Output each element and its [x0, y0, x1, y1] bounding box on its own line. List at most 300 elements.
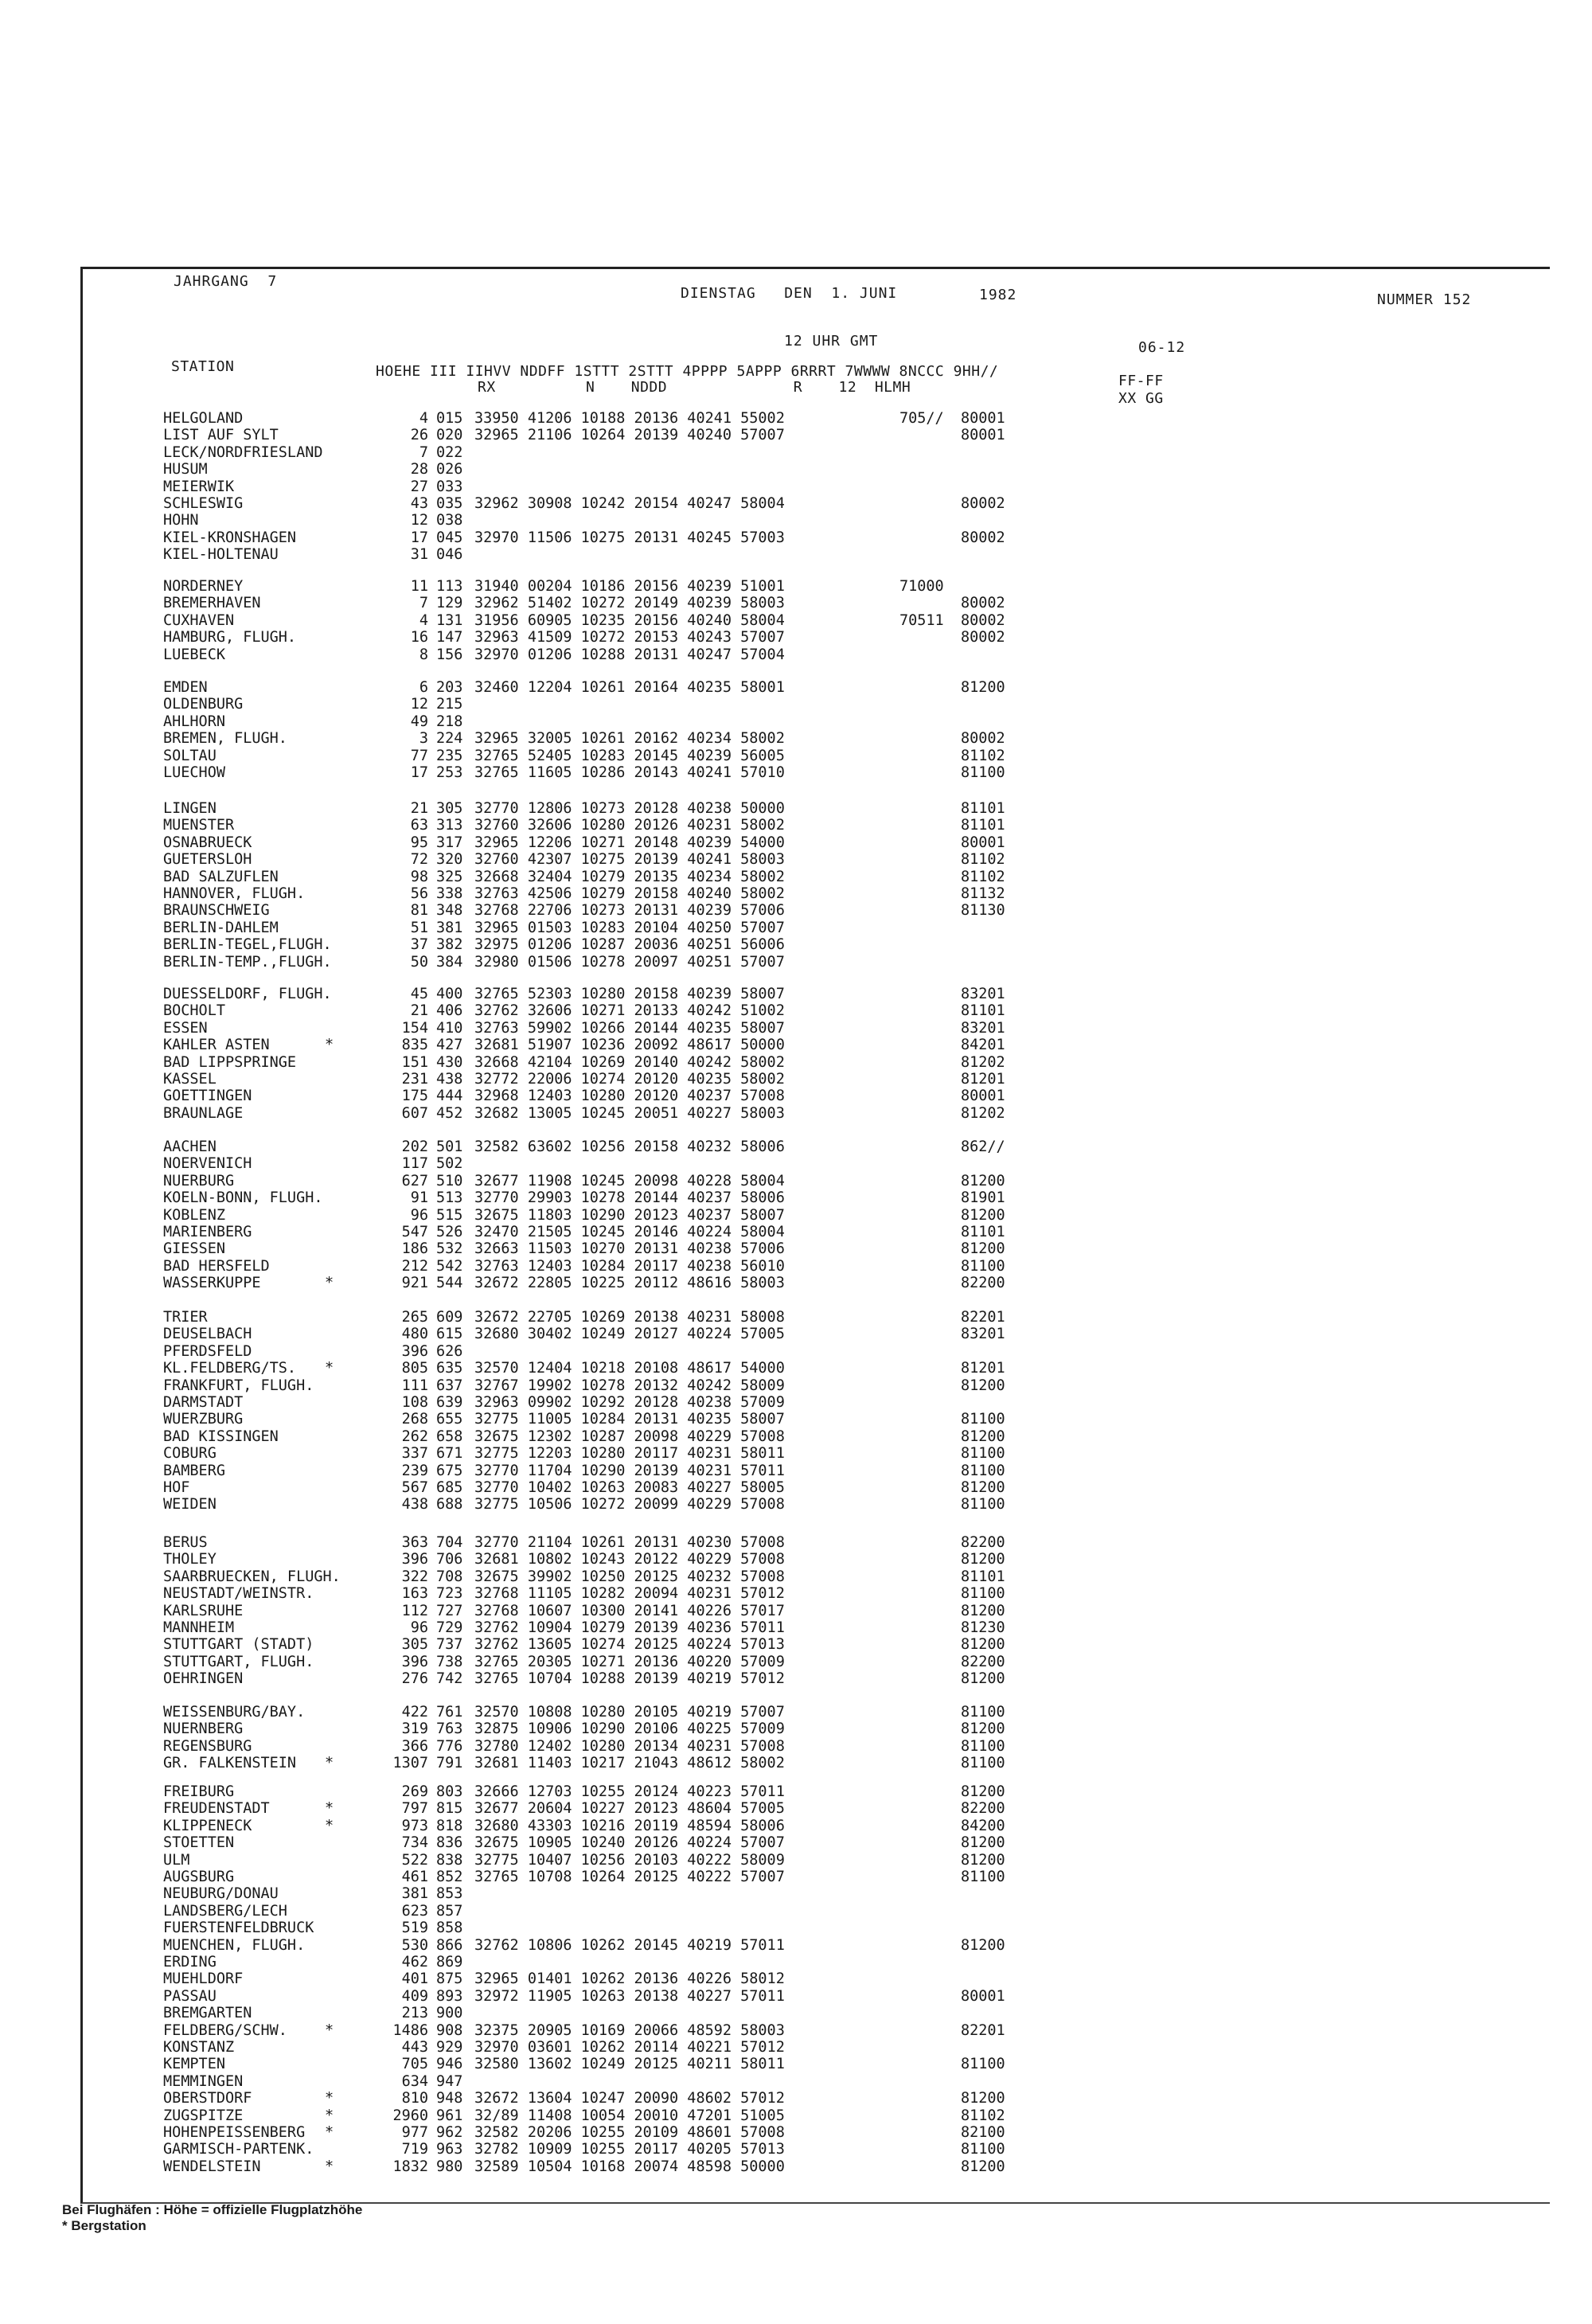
synop-groups: 32589 10504 10168 20074 48598 50000: [474, 2158, 785, 2175]
station-index: 962: [436, 2124, 463, 2141]
synop-groups: 32762 32606 10271 20133 40242 51002: [474, 1002, 785, 1020]
station-index: 022: [436, 443, 463, 461]
synop-groups: 32760 42307 10275 20139 40241 58003: [474, 851, 785, 869]
station-index: 045: [436, 529, 463, 546]
station-name: TRIER: [163, 1309, 208, 1326]
station-index: 704: [436, 1534, 463, 1551]
station-height: 212: [401, 1257, 428, 1275]
station-name: HELGOLAND: [163, 410, 244, 427]
station-index: 038: [436, 512, 463, 529]
cloud-group: 82200: [961, 1534, 1005, 1551]
station-index: 400: [436, 986, 463, 1002]
footnote-airports: Bei Flughäfen : Höhe = offizielle Flugplatzhöhe: [62, 2202, 363, 2217]
synop-groups: 32775 10407 10256 20103 40222 58009: [474, 1851, 785, 1869]
station-name: AUGSBURG: [163, 1869, 235, 1885]
station-index: 253: [436, 764, 463, 781]
station-name: BERLIN-DAHLEM: [163, 919, 279, 936]
station-name: THOLEY: [163, 1551, 217, 1568]
station-height: 381: [401, 1885, 428, 1903]
synop-groups: 32762 10904 10279 20139 40236 57011: [474, 1619, 785, 1636]
station-index: 384: [436, 953, 463, 971]
synop-groups: 32666 12703 10255 20124 40223 57011: [474, 1783, 785, 1800]
station-name: OLDENBURG: [163, 696, 244, 713]
station-index: 510: [436, 1172, 463, 1189]
station-name: GR. FALKENSTEIN: [163, 1755, 297, 1772]
cloud-group: 81102: [961, 868, 1005, 885]
station-index: 626: [436, 1342, 463, 1360]
station-height: 462: [401, 1954, 428, 1971]
station-name: WASSERKUPPE: [163, 1275, 261, 1292]
synop-groups: 32770 10402 10263 20083 40227 58005: [474, 1479, 785, 1496]
synop-groups: 32770 21104 10261 20131 40230 57008: [474, 1534, 785, 1551]
station-index: 156: [436, 646, 463, 663]
cloud-group: 83201: [961, 1019, 1005, 1037]
station-height: 45: [410, 986, 428, 1002]
station-name: ZUGSPITZE: [163, 2107, 244, 2124]
station-name: KIEL-KRONSHAGEN: [163, 529, 297, 546]
station-height: 734: [401, 1834, 428, 1852]
mountain-station-marker: *: [325, 2090, 334, 2107]
cloud-group: 84201: [961, 1037, 1005, 1054]
station-height: 401: [401, 1971, 428, 1988]
station-index: 815: [436, 1800, 463, 1818]
synop-groups: 32680 43303 10216 20119 48594 58006: [474, 1817, 785, 1834]
synop-groups: 32762 13605 10274 20125 40224 57013: [474, 1636, 785, 1654]
synop-groups: 32770 29903 10278 20144 40237 58006: [474, 1189, 785, 1207]
synop-groups: 32972 11905 10263 20138 40227 57011: [474, 1987, 785, 2005]
station-height: 530: [401, 1936, 428, 1954]
station-height: 262: [401, 1428, 428, 1445]
mountain-station-marker: *: [325, 2158, 334, 2175]
station-index: 858: [436, 1920, 463, 1937]
mountain-station-marker: *: [325, 1800, 334, 1818]
station-index: 852: [436, 1869, 463, 1885]
station-index: 963: [436, 2141, 463, 2158]
mountain-station-marker: *: [325, 1755, 334, 1772]
station-height: 396: [401, 1653, 428, 1670]
station-height: 396: [401, 1551, 428, 1568]
synop-groups: 32970 03601 10262 20114 40221 57012: [474, 2039, 785, 2056]
station-name: MARIENBERG: [163, 1224, 252, 1240]
cloud-group: 81200: [961, 2158, 1005, 2175]
station-name: NEUBURG/DONAU: [163, 1885, 279, 1903]
station-height: 810: [401, 2090, 428, 2107]
station-height: 634: [401, 2072, 428, 2090]
station-name: CUXHAVEN: [163, 611, 235, 629]
synop-groups: 32975 01206 10287 20036 40251 56006: [474, 936, 785, 954]
jahrgang: JAHRGANG 7: [174, 273, 278, 290]
station-index: 637: [436, 1377, 463, 1394]
station-name: COBURG: [163, 1445, 217, 1463]
synop-groups: 33950 41206 10188 20136 40241 55002: [474, 410, 785, 427]
synop-groups: 32/89 11408 10054 20010 47201 51005: [474, 2107, 785, 2124]
synop-groups: 32460 12204 10261 20164 40235 58001: [474, 679, 785, 696]
station-name: BRAUNSCHWEIG: [163, 902, 270, 920]
station-height: 363: [401, 1534, 428, 1551]
station-name: KLIPPENECK: [163, 1817, 252, 1834]
station-height: 21: [410, 800, 428, 817]
station-height: 1307: [392, 1755, 428, 1772]
station-name: MEMMINGEN: [163, 2072, 244, 2090]
cloud-group: 81100: [961, 1462, 1005, 1479]
column-headers-1: HOEHE III IIHVV NDDFF 1STTT 2STTT 4PPPP 5APPP 6RRRT 7WWWW 8NCCC 9HH//: [376, 363, 999, 380]
station-height: 17: [410, 764, 428, 781]
synop-groups: 32763 42506 10279 20158 40240 58002: [474, 885, 785, 902]
synop-groups: 32767 19902 10278 20132 40242 58009: [474, 1377, 785, 1394]
station-height: 43: [410, 495, 428, 512]
cloud-group: 81200: [961, 1240, 1005, 1258]
station-height: 17: [410, 529, 428, 546]
cloud-group: 84200: [961, 1817, 1005, 1834]
synop-groups: 32970 11506 10275 20131 40245 57003: [474, 529, 785, 546]
station-index: 655: [436, 1411, 463, 1428]
station-index: 893: [436, 1987, 463, 2005]
station-height: 8: [419, 646, 428, 663]
mountain-station-marker: *: [325, 1275, 334, 1292]
station-height: 265: [401, 1309, 428, 1326]
cloud-group: 81200: [961, 1936, 1005, 1954]
station-index: 609: [436, 1309, 463, 1326]
synop-groups: 32965 32005 10261 20162 40234 58002: [474, 730, 785, 748]
cloud-group: 81200: [961, 1172, 1005, 1189]
station-index: 763: [436, 1721, 463, 1738]
station-name: FUERSTENFELDBRUCK: [163, 1920, 314, 1937]
station-height: 623: [401, 1902, 428, 1920]
station-index: 738: [436, 1653, 463, 1670]
station-index: 723: [436, 1585, 463, 1603]
cloud-group: 81200: [961, 2090, 1005, 2107]
station-index: 532: [436, 1240, 463, 1258]
station-index: 776: [436, 1737, 463, 1755]
station-index: 305: [436, 800, 463, 817]
station-index: 129: [436, 595, 463, 612]
mountain-station-marker: *: [325, 2107, 334, 2124]
station-height: 977: [401, 2124, 428, 2141]
station-height: 480: [401, 1326, 428, 1343]
station-name: KOBLENZ: [163, 1206, 225, 1224]
synop-groups: 32675 11803 10290 20123 40237 58007: [474, 1206, 785, 1224]
synop-groups: 32965 12206 10271 20148 40239 54000: [474, 834, 785, 851]
station-height: 108: [401, 1394, 428, 1411]
station-height: 202: [401, 1139, 428, 1155]
synop-groups: 32963 41509 10272 20153 40243 57007: [474, 629, 785, 646]
station-height: 3: [419, 730, 428, 748]
cloud-group: 81201: [961, 1360, 1005, 1377]
synop-groups: 32672 22705 10269 20138 40231 58008: [474, 1309, 785, 1326]
station-name: DEUSELBACH: [163, 1326, 252, 1343]
cloud-group: 80002: [961, 595, 1005, 612]
station-name: SAARBRUECKEN, FLUGH.: [163, 1568, 341, 1585]
station-index: 675: [436, 1462, 463, 1479]
station-name: GOETTINGEN: [163, 1088, 252, 1105]
station-index: 020: [436, 427, 463, 444]
station-height: 186: [401, 1240, 428, 1258]
station-height: 1832: [392, 2158, 428, 2175]
station-index: 313: [436, 817, 463, 834]
station-index: 671: [436, 1445, 463, 1463]
station-height: 96: [410, 1619, 428, 1636]
synop-groups: 32763 12403 10284 20117 40238 56010: [474, 1257, 785, 1275]
synop-groups: 32675 39902 10250 20125 40232 57008: [474, 1568, 785, 1585]
station-name: KAHLER ASTEN: [163, 1037, 270, 1054]
station-index: 015: [436, 410, 463, 427]
synop-groups: 32765 10708 10264 20125 40222 57007: [474, 1869, 785, 1885]
cloud-group: 81100: [961, 1755, 1005, 1772]
synop-groups: 31956 60905 10235 20156 40240 58004: [474, 611, 785, 629]
station-name: ERDING: [163, 1954, 217, 1971]
station-index: 438: [436, 1071, 463, 1088]
station-height: 921: [401, 1275, 428, 1292]
synop-groups: 32775 12203 10280 20117 40231 58011: [474, 1445, 785, 1463]
cloud-group: 81132: [961, 885, 1005, 902]
station-index: 203: [436, 679, 463, 696]
cloud-group: 81200: [961, 1428, 1005, 1445]
synop-groups: 32772 22006 10274 20120 40235 58002: [474, 1071, 785, 1088]
station-name: NORDERNEY: [163, 578, 244, 595]
cloud-group: 81200: [961, 1551, 1005, 1568]
synop-groups: 32770 12806 10273 20128 40238 50000: [474, 800, 785, 817]
station-name: BAD LIPPSPRINGE: [163, 1053, 297, 1071]
station-index: 803: [436, 1783, 463, 1800]
synop-groups: 31940 00204 10186 20156 40239 51001: [474, 578, 785, 595]
station-height: 337: [401, 1445, 428, 1463]
station-height: 269: [401, 1783, 428, 1800]
synop-groups: 32765 20305 10271 20136 40220 57009: [474, 1653, 785, 1670]
station-name: PFERDSFELD: [163, 1342, 252, 1360]
station-index: 853: [436, 1885, 463, 1903]
cloud-group: 82201: [961, 2021, 1005, 2039]
station-index: 791: [436, 1755, 463, 1772]
station-name: PASSAU: [163, 1987, 217, 2005]
station-height: 151: [401, 1053, 428, 1071]
synop-groups: 32768 11105 10282 20094 40231 57012: [474, 1585, 785, 1603]
station-name: NUERNBERG: [163, 1721, 244, 1738]
station-height: 51: [410, 919, 428, 936]
cloud-group: 81101: [961, 1224, 1005, 1240]
station-name: WEIDEN: [163, 1496, 217, 1514]
synop-groups: 32875 10906 10290 20106 40225 57009: [474, 1721, 785, 1738]
station-index: 544: [436, 1275, 463, 1292]
station-index: 235: [436, 747, 463, 764]
station-index: 737: [436, 1636, 463, 1654]
station-height: 805: [401, 1360, 428, 1377]
synop-groups: 32763 59902 10266 20144 40235 58007: [474, 1019, 785, 1037]
station-index: 033: [436, 478, 463, 495]
station-name: BREMEN, FLUGH.: [163, 730, 287, 748]
station-height: 305: [401, 1636, 428, 1654]
station-name: STUTTGART, FLUGH.: [163, 1653, 314, 1670]
synop-groups: 32962 30908 10242 20154 40247 58004: [474, 495, 785, 512]
station-index: 961: [436, 2107, 463, 2124]
cloud-group: 80002: [961, 611, 1005, 629]
station-height: 117: [401, 1155, 428, 1173]
station-index: 427: [436, 1037, 463, 1054]
cloud-group: 82200: [961, 1653, 1005, 1670]
cloud-group: 81100: [961, 2056, 1005, 2073]
cloud-group: 81200: [961, 1479, 1005, 1496]
station-name: OSNABRUECK: [163, 834, 252, 851]
station-name: ULM: [163, 1851, 190, 1869]
station-index: 639: [436, 1394, 463, 1411]
station-height: 519: [401, 1920, 428, 1937]
cloud-group: 83201: [961, 1326, 1005, 1343]
station-index: 515: [436, 1206, 463, 1224]
station-height: 175: [401, 1088, 428, 1105]
synop-groups: 32672 13604 10247 20090 48602 57012: [474, 2090, 785, 2107]
synop-groups: 32672 22805 10225 20112 48616 58003: [474, 1275, 785, 1292]
cloud-group: 81100: [961, 1869, 1005, 1885]
station-name: MUENSTER: [163, 817, 235, 834]
cloud-group: 80001: [961, 1987, 1005, 2005]
synop-groups: 32780 12402 10280 20134 40231 57008: [474, 1737, 785, 1755]
cloud-group: 80001: [961, 410, 1005, 427]
station-name: ESSEN: [163, 1019, 208, 1037]
station-name: STOETTEN: [163, 1834, 235, 1852]
station-index: 444: [436, 1088, 463, 1105]
station-name: BAD KISSINGEN: [163, 1428, 279, 1445]
station-height: 835: [401, 1037, 428, 1054]
station-index: 501: [436, 1139, 463, 1155]
station-height: 12: [410, 696, 428, 713]
cloud-group: 81202: [961, 1053, 1005, 1071]
station-height: 49: [410, 713, 428, 730]
synop-groups: 32765 52303 10280 20158 40239 58007: [474, 986, 785, 1002]
cloud-group: 81901: [961, 1189, 1005, 1207]
station-height: 31: [410, 546, 428, 564]
synop-groups: 32762 10806 10262 20145 40219 57011: [474, 1936, 785, 1954]
station-name: BERLIN-TEMP.,FLUGH.: [163, 953, 332, 971]
station-height: 112: [401, 1602, 428, 1619]
cloud-group: 80002: [961, 629, 1005, 646]
station-name: FREUDENSTADT: [163, 1800, 270, 1818]
synop-groups: 32775 11005 10284 20131 40235 58007: [474, 1411, 785, 1428]
station-height: 213: [401, 2005, 428, 2022]
station-height: 12: [410, 512, 428, 529]
synop-groups: 32570 10808 10280 20105 40219 57007: [474, 1704, 785, 1721]
cloud-group: 81100: [961, 1704, 1005, 1721]
station-index: 708: [436, 1568, 463, 1585]
cloud-group: 81200: [961, 1670, 1005, 1688]
cloud-group: 81101: [961, 1568, 1005, 1585]
station-index: 875: [436, 1971, 463, 1988]
station-name: OEHRINGEN: [163, 1670, 244, 1688]
synop-groups: 32760 32606 10280 20126 40231 58002: [474, 817, 785, 834]
synop-groups: 32681 11403 10217 21043 48612 58002: [474, 1755, 785, 1772]
synop-groups: 32963 09902 10292 20128 40238 57009: [474, 1394, 785, 1411]
station-name: GIESSEN: [163, 1240, 225, 1258]
station-index: 948: [436, 2090, 463, 2107]
synop-groups: 32582 63602 10256 20158 40232 58006: [474, 1139, 785, 1155]
station-height: 28: [410, 461, 428, 478]
station-height: 63: [410, 817, 428, 834]
cloud-group: 83201: [961, 986, 1005, 1002]
station-height: 2960: [392, 2107, 428, 2124]
station-name: SCHLESWIG: [163, 495, 244, 512]
station-name: REGENSBURG: [163, 1737, 252, 1755]
station-index: 542: [436, 1257, 463, 1275]
synop-groups: 32765 52405 10283 20145 40239 56005: [474, 747, 785, 764]
station-name: FELDBERG/SCHW.: [163, 2021, 287, 2039]
cloud-group: 80002: [961, 529, 1005, 546]
cloud-group: 81130: [961, 902, 1005, 920]
cloud-group: 81100: [961, 1585, 1005, 1603]
date: DIENSTAG DEN 1. JUNI: [681, 285, 898, 302]
station-name: KL.FELDBERG/TS.: [163, 1360, 297, 1377]
synop-groups: 32582 20206 10255 20109 48601 57008: [474, 2124, 785, 2141]
station-name: LUECHOW: [163, 764, 225, 781]
station-index: 706: [436, 1551, 463, 1568]
weather-group: 71000: [899, 578, 944, 595]
station-height: 4: [419, 611, 428, 629]
station-name: KEMPTEN: [163, 2056, 225, 2073]
station-height: 95: [410, 834, 428, 851]
station-name: MEIERWIK: [163, 478, 235, 495]
synop-groups: 32580 13602 10249 20125 40211 58011: [474, 2056, 785, 2073]
station-index: 215: [436, 696, 463, 713]
station-height: 7: [419, 443, 428, 461]
synop-groups: 32775 10506 10272 20099 40229 57008: [474, 1496, 785, 1514]
synop-groups: 32970 01206 10288 20131 40247 57004: [474, 646, 785, 663]
cloud-group: 81102: [961, 747, 1005, 764]
station-index: 317: [436, 834, 463, 851]
cloud-group: 82200: [961, 1275, 1005, 1292]
station-name: NUERBURG: [163, 1172, 235, 1189]
station-name: HUSUM: [163, 461, 208, 478]
synop-groups: 32782 10909 10255 20117 40205 57013: [474, 2141, 785, 2158]
station-index: 513: [436, 1189, 463, 1207]
synop-groups: 32570 12404 10218 20108 48617 54000: [474, 1360, 785, 1377]
station-name: LANDSBERG/LECH: [163, 1902, 287, 1920]
station-index: 838: [436, 1851, 463, 1869]
station-height: 797: [401, 1800, 428, 1818]
cloud-group: 82201: [961, 1309, 1005, 1326]
cloud-group: 81200: [961, 1602, 1005, 1619]
synop-groups: 32962 51402 10272 20149 40239 58003: [474, 595, 785, 612]
station-header: STATION: [171, 358, 235, 375]
synop-groups: 32663 11503 10270 20131 40238 57006: [474, 1240, 785, 1258]
station-name: BAD SALZUFLEN: [163, 868, 279, 885]
station-name: GARMISCH-PARTENK.: [163, 2141, 314, 2158]
station-name: KARLSRUHE: [163, 1602, 244, 1619]
station-name: NEUSTADT/WEINSTR.: [163, 1585, 314, 1603]
station-height: 81: [410, 902, 428, 920]
station-index: 113: [436, 578, 463, 595]
station-name: KASSEL: [163, 1071, 217, 1088]
synop-groups: 32668 42104 10269 20140 40242 58002: [474, 1053, 785, 1071]
station-height: 627: [401, 1172, 428, 1189]
xx-header: XX GG: [1118, 390, 1164, 407]
period-range: 06-12: [1138, 339, 1186, 356]
station-index: 147: [436, 629, 463, 646]
column-headers-2: RX N NDDD R 12 HLMH: [478, 379, 911, 396]
synop-groups: 32965 21106 10264 20139 40240 57007: [474, 427, 785, 444]
station-name: AACHEN: [163, 1139, 217, 1155]
station-name: BOCHOLT: [163, 1002, 225, 1020]
synop-groups: 32470 21505 10245 20146 40224 58004: [474, 1224, 785, 1240]
station-height: 607: [401, 1104, 428, 1122]
mountain-station-marker: *: [325, 1360, 334, 1377]
cloud-group: 81200: [961, 1206, 1005, 1224]
station-height: 719: [401, 2141, 428, 2158]
synop-groups: 32682 13005 10245 20051 40227 58003: [474, 1104, 785, 1122]
synop-groups: 32675 12302 10287 20098 40229 57008: [474, 1428, 785, 1445]
station-height: 1486: [392, 2021, 428, 2039]
cloud-group: 81100: [961, 1257, 1005, 1275]
station-index: 947: [436, 2072, 463, 2090]
station-height: 50: [410, 953, 428, 971]
station-height: 319: [401, 1721, 428, 1738]
station-name: OBERSTDORF: [163, 2090, 252, 2107]
